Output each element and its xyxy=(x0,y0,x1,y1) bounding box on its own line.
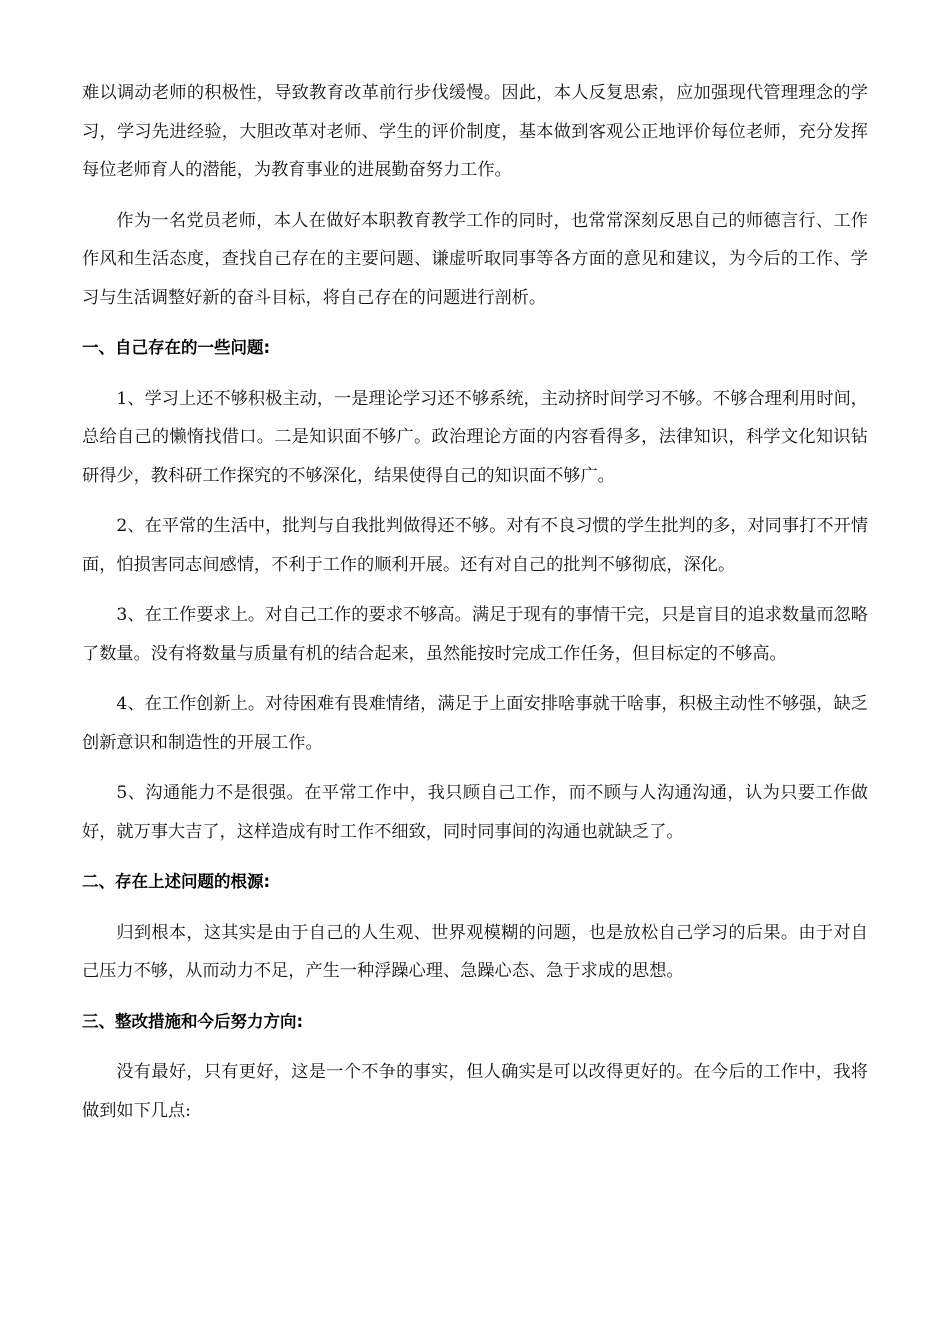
paragraph-gap xyxy=(82,317,868,329)
section-heading: 二、存在上述问题的根源: xyxy=(82,872,271,891)
paragraph-gap xyxy=(82,1041,868,1053)
paragraph: 作为一名党员老师，本人在做好本职教育教学工作的同时，也常常深刻反思自己的师德言行、工作作风和生活态度，查找自己存在的主要问题、谦虚听取同事等各方面的意见和建议，为今后的工作、学习与生活调整好新的奋斗目标，将自己存在的问题进行剖析。 xyxy=(82,210,868,308)
paragraph: 5、沟通能力不是很强。在平常工作中，我只顾自己工作，而不顾与人沟通沟通，认为只要工作做好，就万事大吉了，这样造成有时工作不细致，同时同事间的沟通也就缺乏了。 xyxy=(82,783,868,842)
paragraph-gap xyxy=(82,495,868,507)
paragraph: 没有最好，只有更好，这是一个不争的事实，但人确实是可以改得更好的。在今后的工作中，我将做到如下几点: xyxy=(82,1062,868,1121)
paragraph: 3、在工作要求上。对自己工作的要求不够高。满足于现有的事情干完，只是盲目的追求数量而忽略了数量。没有将数量与质量有机的结合起来，虽然能按时完成工作任务，但目标定的不够高。 xyxy=(82,605,868,664)
document-page xyxy=(82,74,868,1130)
paragraph-gap xyxy=(82,368,868,380)
paragraph-gap xyxy=(82,673,868,685)
paragraph-gap xyxy=(82,190,868,202)
paragraph-gap xyxy=(82,584,868,596)
paragraph: 难以调动老师的积极性，导致教育改革前行步伐缓慢。因此，本人反复思索，应加强现代管理理念的学习，学习先进经验，大胆改革对老师、学生的评价制度，基本做到客观公正地评价每位老师，充分发挥每位老师育人的潜能，为教育事业的进展勤奋努力工作。 xyxy=(82,83,868,180)
paragraph-gap xyxy=(82,902,868,914)
paragraph: 1、学习上还不够积极主动，一是理论学习还不够系统，主动挤时间学习不够。不够合理利用时间，总给自己的懒惰找借口。二是知识面不够广。政治理论方面的内容看得多，法律知识，科学文化知识钻研得少，教科研工作探究的不够深化，结果使得自己的知识面不够广。 xyxy=(82,388,868,486)
paragraph-gap xyxy=(82,762,868,774)
paragraph-gap xyxy=(82,851,868,863)
section-heading: 三、整改措施和今后努力方向: xyxy=(82,1011,304,1031)
paragraph-gap xyxy=(82,991,868,1003)
paragraph: 归到根本，这其实是由于自己的人生观、世界观模糊的问题，也是放松自己学习的后果。由于对自己压力不够，从而动力不足，产生一种浮躁心理、急躁心态、急于求成的思想。 xyxy=(82,922,868,981)
section-heading: 一、自己存在的一些问题: xyxy=(82,338,271,357)
paragraph: 4、在工作创新上。对待困难有畏难情绪，满足于上面安排啥事就干啥事，积极主动性不够强，缺乏创新意识和制造性的开展工作。 xyxy=(82,694,868,753)
paragraph: 2、在平常的生活中，批判与自我批判做得还不够。对有不良习惯的学生批判的多，对同事打不开情面，怕损害同志间感情，不利于工作的顺利开展。还有对自己的批判不够彻底，深化。 xyxy=(82,516,868,575)
